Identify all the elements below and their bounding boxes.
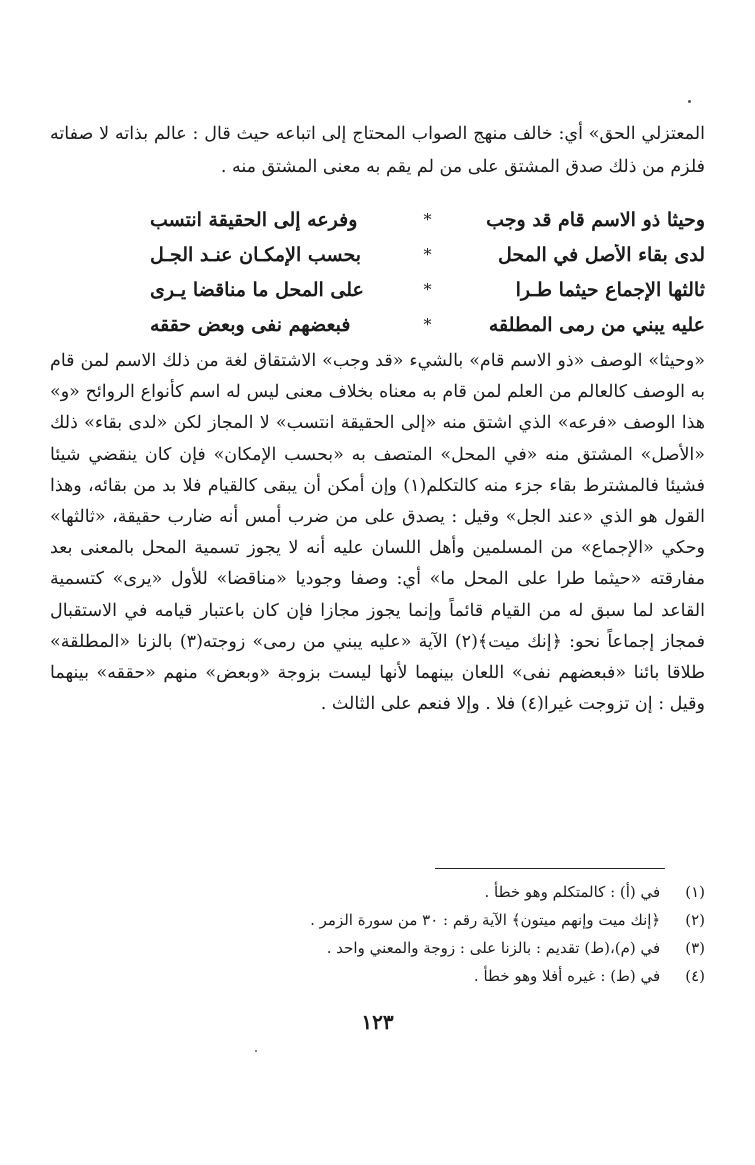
scan-speck [688,100,691,103]
commentary-text: «وحيثا» الوصف «ذو الاسم قام» بالشيء «قد وجب» الاشتقاق لغة من ذلك الاسم لمن قام به الوصف كالعالم من العلم لمن قام به معناه بخلاف معنى ليس له اسم كأنواع الروائح «و» هذا الوصف «فرعه» الذي اشتق منه «إلى الحقيقة انتسب» لا المجاز لكن «لدى بقاء» ذلك «الأصل» المشتق منه «في المحل» المتصف به «بحسب الإمكان» فإن كان ينقضي شيئا فشيئا فالمشترط بقاء جزء منه كالتكلم(١) وإن أمكن أن يبقى كالقيام فلا بد من بقائه، وهذا القول هو الذي «عند الجل» وقيل : يصدق على من ضرب أمس أنه ضارب حقيقة، «ثالثها» وحكي «الإجماع» من المسلمين وأهل اللسان عليه أنه لا يجوز تسمية المحل بالمعنى بعد مفارقته «حيثما طرا على المحل ما» أي: وصفا وجوديا «مناقضا» للأول «يرى» كتسمية القاعد لما سبق له من القيام قائماً وإنما يجوز مجازا فإن كان باعتبار قيامه في الاستقبال فمجاز إجماعاً نحو: ﴿إنك ميت﴾(٢) الآية «عليه يبني من رمى» زوجته(٣) بالزنا «المطلقة» طلاقا بائنا «فبعضهم نفى» اللعان بينهما لأنها ليست بزوجة «وبعض» منهم «حققه» بينهما وقيل : إن تزوجت غيرا(٤) فلا . وإلا فنعم على الثالث . [50,351,705,715]
footnote-text: ﴿إنك ميت وإنهم ميتون﴾ الآية رقم : ٣٠ من سورة الزمر . [310,911,661,929]
footnote [80,934,705,962]
page-number: ١٢٣ [361,1010,394,1034]
poem-block [150,202,705,342]
footnote-text: في (أ) : كالمتكلم وهو خطأ . [484,883,661,901]
verse-separator-star: * [423,210,432,229]
intro-text: المعتزلي الحق» أي: خالف منهج الصواب المحتاج إلى اتباعه حيث قال : عالم بذاته لا صفاته فلزم من ذلك صدق المشتق على من لم يقم به معنى المشتق منه . [50,124,705,177]
verse-second-hemistich: بحسب الإمكـان عنـد الجـل [150,243,361,266]
footnote [80,878,705,906]
footnote [80,906,705,934]
footnote-number: (٤) [685,967,705,985]
verse-first-hemistich: وحيثا ذو الاسم قام قد وجب [486,208,705,231]
footnote [80,962,705,990]
footnotes-list [80,878,705,990]
verse-separator-star: * [423,280,432,299]
commentary-paragraph [50,346,705,720]
verse-first-hemistich: لدى بقاء الأصل في المحل [498,243,705,266]
footnote-number: (٢) [685,911,705,929]
footnote-divider [435,868,665,869]
footnote-text: في (م)،(ط) تقديم : بالزنا على : زوجة والمعني واحد . [326,939,661,957]
verse-second-hemistich: وفرعه إلى الحقيقة انتسب [150,208,358,231]
verse-separator-star: * [423,245,432,264]
scan-speck [255,1050,257,1052]
verse-second-hemistich: على المحل ما مناقضا يـرى [150,278,364,301]
poem-verse [150,307,705,342]
verse-separator-star: * [423,315,432,334]
intro-paragraph [50,118,705,184]
poem-verse [150,237,705,272]
verse-first-hemistich: ثالثها الإجماع حيثما طـرا [515,278,705,301]
verse-second-hemistich: فبعضهم نفى وبعض حققه [150,313,351,336]
poem-verse [150,202,705,237]
footnote-number: (٣) [685,939,705,957]
poem-verse [150,272,705,307]
footnote-text: في (ط) : غيره أفلا وهو خطأ . [473,967,661,985]
footnote-number: (١) [685,883,705,901]
verse-first-hemistich: عليه يبني من رمى المطلقه [488,313,705,336]
